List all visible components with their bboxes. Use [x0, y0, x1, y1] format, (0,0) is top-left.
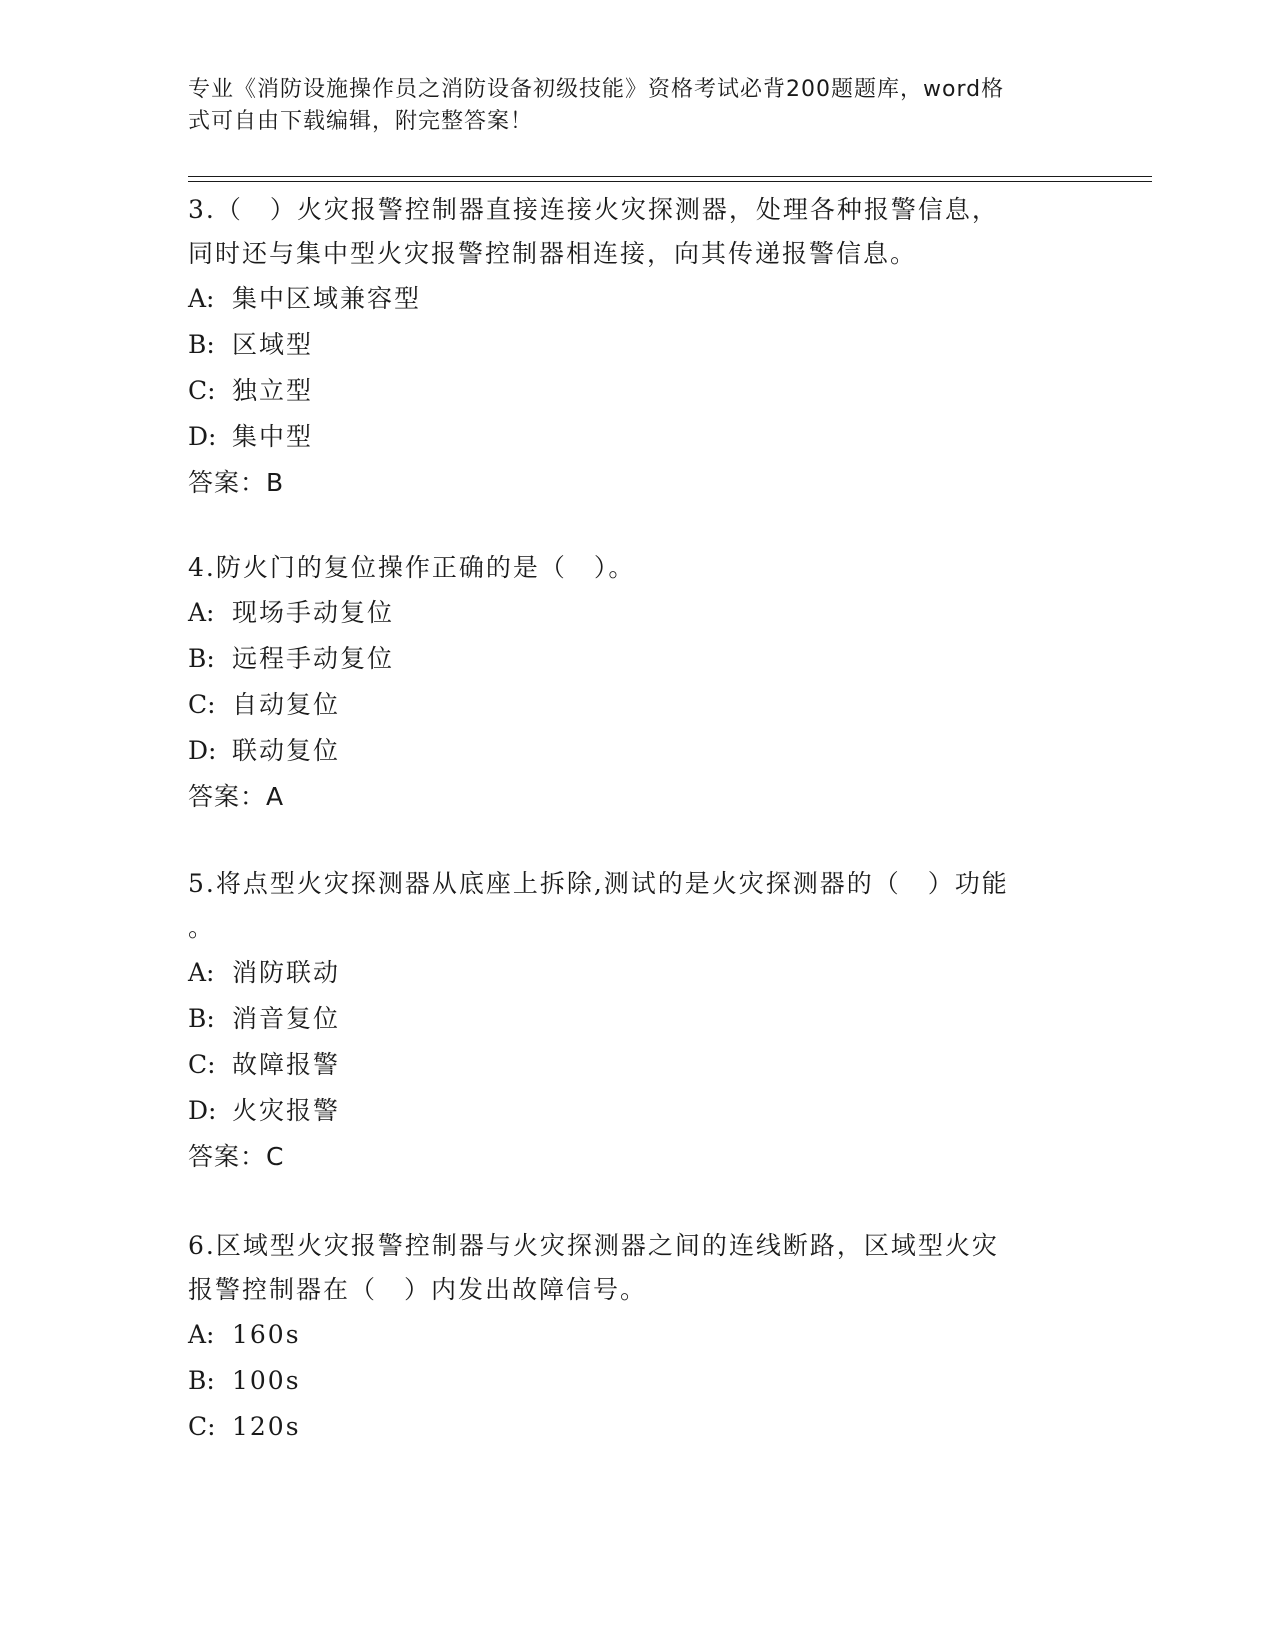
- option-b: [188, 322, 1088, 368]
- question-5: [188, 862, 1088, 1180]
- option-text: 120s: [232, 1412, 301, 1441]
- option-a: [188, 950, 1088, 996]
- option-letter: A:: [188, 284, 215, 313]
- question-stem-line-2: 报警控制器在（ ）内发出故障信号。: [188, 1275, 648, 1304]
- option-text: 远程手动复位: [232, 644, 395, 673]
- option-letter: C:: [188, 1050, 216, 1079]
- option-letter: A:: [188, 598, 215, 627]
- option-c: [188, 682, 1088, 728]
- option-text: 故障报警: [232, 1050, 341, 1079]
- option-d: [188, 1088, 1088, 1134]
- header-divider-bottom: [188, 181, 1152, 182]
- option-letter: C:: [188, 690, 216, 719]
- option-d: [188, 414, 1088, 460]
- option-text: 消防联动: [232, 958, 341, 987]
- option-text: 火灾报警: [232, 1096, 341, 1125]
- question-6: [188, 1224, 1088, 1450]
- option-c: [188, 1404, 1088, 1450]
- option-text: 联动复位: [232, 736, 341, 765]
- option-letter: C:: [188, 376, 216, 405]
- answer-line: 答案：A: [188, 782, 285, 811]
- header-divider-top: [188, 176, 1152, 177]
- option-text: 区域型: [232, 330, 314, 359]
- option-b: [188, 1358, 1088, 1404]
- option-c: [188, 1042, 1088, 1088]
- option-text: 集中型: [232, 422, 314, 451]
- option-c: [188, 368, 1088, 414]
- option-letter: D:: [188, 422, 217, 451]
- question-stem-line-2: 。: [188, 913, 216, 942]
- header-line-2: 式可自由下载编辑，附完整答案！: [188, 109, 534, 134]
- option-b: [188, 996, 1088, 1042]
- answer-line: 答案：B: [188, 468, 285, 497]
- question-stem-line-1: 6.区域型火灾报警控制器与火灾探测器之间的连线断路，区域型火灾: [188, 1231, 999, 1260]
- option-a: [188, 1312, 1088, 1358]
- document-header: [188, 74, 1068, 138]
- option-letter: B:: [188, 1004, 215, 1033]
- header-line-1: 专业《消防设施操作员之消防设备初级技能》资格考试必背200题题库，word格: [188, 77, 1005, 102]
- option-text: 自动复位: [232, 690, 341, 719]
- option-letter: B:: [188, 330, 215, 359]
- option-letter: B:: [188, 644, 215, 673]
- option-a: [188, 590, 1088, 636]
- option-text: 集中区域兼容型: [232, 284, 422, 313]
- question-3: [188, 188, 1088, 506]
- answer-line: 答案：C: [188, 1142, 285, 1171]
- option-text: 消音复位: [232, 1004, 341, 1033]
- option-text: 160s: [232, 1320, 301, 1349]
- option-letter: D:: [188, 736, 217, 765]
- option-letter: A:: [188, 958, 215, 987]
- option-letter: A:: [188, 1320, 215, 1349]
- option-a: [188, 276, 1088, 322]
- question-stem-line-1: 4.防火门的复位操作正确的是（ ）。: [188, 553, 636, 582]
- option-text: 100s: [232, 1366, 301, 1395]
- question-stem-line-1: 5.将点型火灾探测器从底座上拆除,测试的是火灾探测器的（ ）功能: [188, 869, 1009, 898]
- question-4: [188, 546, 1088, 820]
- option-letter: D:: [188, 1096, 217, 1125]
- option-letter: B:: [188, 1366, 215, 1395]
- option-letter: C:: [188, 1412, 216, 1441]
- option-text: 独立型: [232, 376, 314, 405]
- question-stem-line-2: 同时还与集中型火灾报警控制器相连接，向其传递报警信息。: [188, 239, 918, 268]
- option-d: [188, 728, 1088, 774]
- question-stem-line-1: 3.（ ）火灾报警控制器直接连接火灾探测器，处理各种报警信息，: [188, 195, 999, 224]
- option-b: [188, 636, 1088, 682]
- option-text: 现场手动复位: [232, 598, 395, 627]
